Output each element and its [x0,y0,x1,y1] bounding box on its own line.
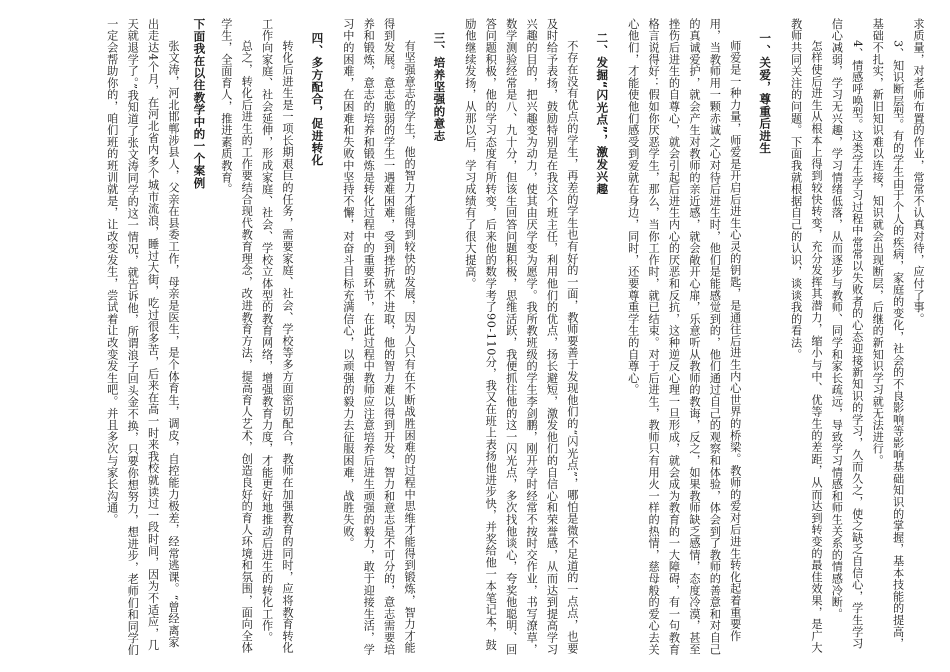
heading-case-study: 下面我在以往教学中的一个案例 [192,18,207,189]
paragraph-will-training: 有坚强意志的学生，他的智力才能得到较快的发展，因为人只有在不断战胜困难的过程中思维才能得到锻炼，智力才能得到发展。意志脆弱的学生一遇难困难，受到挫折就不进取，他的智力难以得到开发，智力和意志是不可分的，意志需要培养和锻炼，意志的培养和锻炼是转化过程中的重要环节，在此过程中教师应注意培养后进生顽强的毅力，敢于迎接生活，学习中的困难，在困难和失败中坚持不懈，对奋斗目标充满信心，以顽强的毅力去征服困难，战胜失败。 [341,18,417,656]
paragraph-work-quality: 求质量，对老师布置的作业，常常不认真对待，应付了事。 [912,18,925,325]
paragraph-conclusion: 总之，转化后进生的工作要结合现代教育理念，改进教育方法，提高育人艺术，创造良好的育人环境和氛围，面向全体学生，全面育人，推进素质教育。 [219,18,254,654]
paragraph-find-strengths: 不存在没有优点的学生，再差的学生也有好的一面，教师要善于发现他们的“闪光点”，哪怕是微不足道的一点点，也要及时给予表扬，鼓励特别是在我这个班主任，利用他们的优点，扬长避短，激发他们的自信心和荣誉感，从而达到提高学习兴趣的目的，把兴趣变为动力，使其由厌学变为愿学。我所教班级的学生李剑鹏，刚开学时经常不按时交作业，书写潦草，数学测验经常是八、九十分，但该生回答问题积极，思维活跃，我便抓住他的这一闪光点，多次找他谈心，夸奖他聪明、回答问题积极，他的学习态度有所转变，后来他的数学考了90-110分，我又在班上表扬他进步快，并奖给他一本笔记本，鼓励他继续发扬，从那以后，学习成绩有了很大提高。 [463,18,579,656]
heading-care-respect: 一、关爱，尊重后进生 [758,32,773,154]
paragraph-knowledge-gap-type: 3、知识断层型。有的学生由于个人的疾病，家庭的变化，社会的不良影响等影响基础知识的掌握，基本技能的提高，基础不扎实，新旧知识难以连接，知识就会出现断层，后继的新知识学习就无法进行。 [871,18,905,650]
heading-cooperation: 四、多方配合，促进转化 [310,32,325,167]
heading-strong-will: 三、培养坚强的意志 [432,32,447,142]
paragraph-teacher-love: 师爱是一种力量，师爱是开启后进生心灵的钥匙，是通往后进生内心世界的桥梁。教师的爱对后进生转化起着重要作用，当教师用一颗赤诚之心对待后进生时，他们是能感觉到的，他们通过自己的观察和体验，体会到了教师的善意和对自己的真诚爱护，就会产生对教师的亲近感，就会敞开心扉，乐意听从教师的教诲，反之，如果教师缺乏感情，态度冷漠，甚至挫伤后进生的自尊心，就会引起后进生内心的厌恶和反抗，这种逆反心理一旦形成，就会成为教育的一大障碍，有一句教育格言说得好：假如你厌恶学生，那么，当你工作时，就已结束。对于后进生，教师只有用火一样的热情，慈母般的爱心去关心他们，才能使他们感受到爱就在身边，同时，还要尊重学生的自尊心。 [626,18,742,656]
paragraph-emotion-type: 4、情感呼唤型。这类学生学习过程中常常以失败者的心态迎接新知识的学习，久而久之，使之缺乏自信心，学生学习信心减弱，学习无兴趣，学习情绪低落，从而逐步与教师、同学和家长疏远，导致学习情感和师生关系的情感冷断。 [830,18,864,650]
vertical-text-body [22,18,928,658]
heading-highlight-interest: 二、发掘“闪光点”，激发兴趣 [595,32,610,195]
paragraph-home-school: 转化后进生是一项长期艰巨的任务，需要家庭、社会、学校等多方面密切配合，教师在加强教育的同时，应将教育转化工作向家庭、社会延伸，形成家庭、社会、学校立体型的教育网络，增强教育力度，才能更好地推动后进生的转化工作。 [260,18,295,654]
paragraph-case-zhang: 张文涛，河北邯郸涉县人，父亲在县委工作，母亲是医生，是个体育生，调皮，自控能力极差，经常逃课。“曾经离家出走达4个月，在河北省内多个城市流浪，睡过大街，吃过很多苦，后来在高一时来我校就读过一段时间，因为不适应，几天就退学了。”我知道了张文涛同学的这一情况，就告诉他，所谓浪子回头金不换，只要你想努力，想进步，老师们和同学们一定会帮助你的，咱们班的班训就是，让改变发生，尝试着让改变发生吧。并且多次与家长沟通。 [105,18,180,656]
paragraph-intro-question: 怎样使后进生从根本上得到较快转变，充分发挥其潜力，缩小与中、优等生的差距，从而达到转变的最佳效果，是广大教师共同关注的问题。下面我就根据自己的认识，谈谈我的看法。 [789,18,823,654]
